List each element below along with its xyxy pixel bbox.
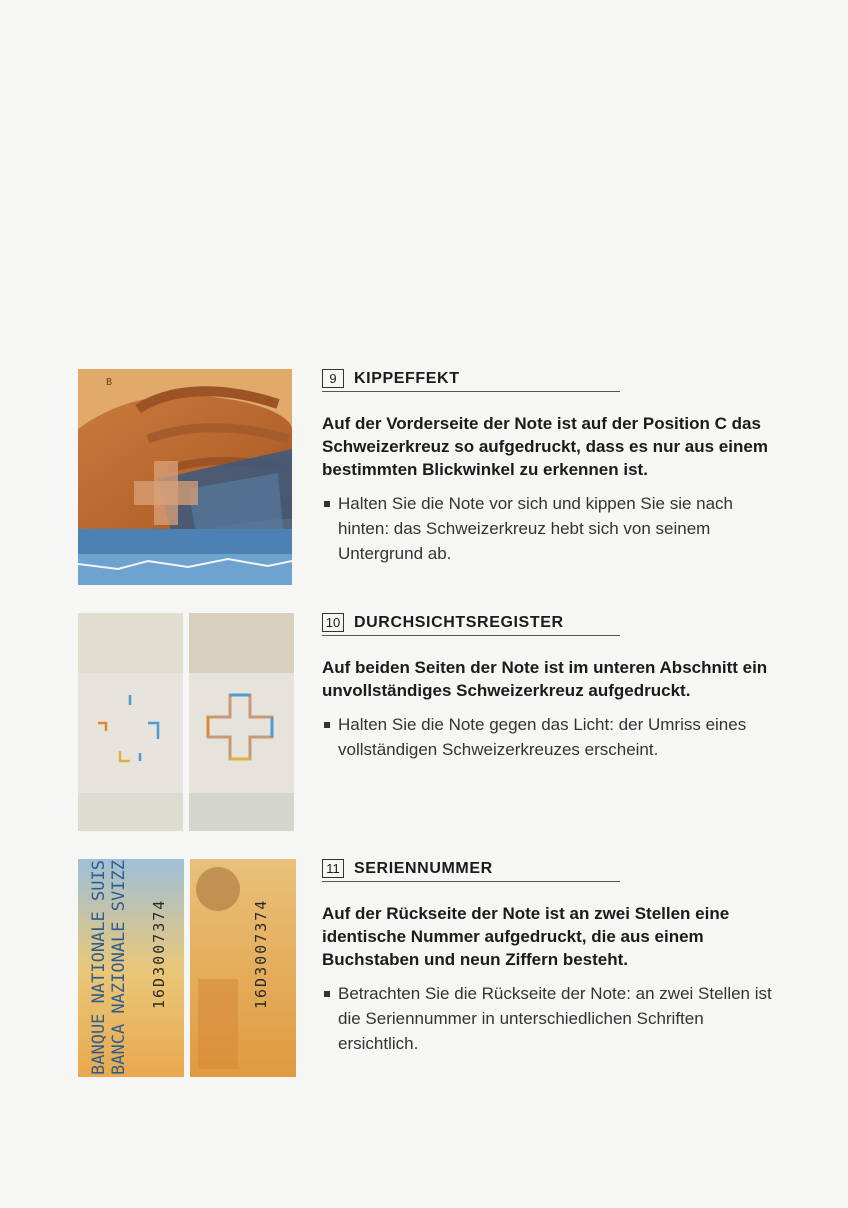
- section-title: SERIENNUMMER: [354, 859, 493, 877]
- bullet-square-icon: [324, 501, 330, 507]
- corner-letter: B: [106, 377, 113, 388]
- durchsichtsregister-photos: [78, 613, 294, 836]
- section-lead: Auf der Rückseite der Note ist an zwei Stellen eine identische Nummer aufgedruckt, die aus einem Buchstaben und neun Ziffern besteht.: [322, 904, 730, 969]
- section-title: KIPPEFFEKT: [354, 369, 460, 387]
- bullet-item: [322, 981, 782, 1056]
- section-number: 10: [322, 613, 344, 632]
- serial-number-left: 16D3007374: [150, 898, 168, 1009]
- section-lead: Auf der Vorderseite der Note ist auf der Position C das Schweizerkreuz so aufgedruckt, dass es nur aus einem bestimmten Blickwinkel zu erkennen ist.: [322, 414, 768, 479]
- bullet-text: Betrachten Sie die Rückseite der Note: an zwei Stellen ist die Seriennummer in unterschiedlichen Schriften ersichtlich.: [338, 984, 772, 1053]
- section-heading: [322, 369, 620, 392]
- section-heading: [322, 859, 620, 882]
- bullet-square-icon: [324, 722, 330, 728]
- kippeffekt-photo: [78, 369, 292, 590]
- section-number: 9: [322, 369, 344, 388]
- section-number: 11: [322, 859, 344, 878]
- section-lead: Auf beiden Seiten der Note ist im unteren Abschnitt ein unvollständiges Schweizerkreuz aufgedruckt.: [322, 658, 768, 700]
- bank-name-line-1: BANQUE NATIONALE SUIS: [89, 860, 109, 1075]
- bullet-text: Halten Sie die Note gegen das Licht: der Umriss eines vollständigen Schweizerkreuzes erscheint.: [338, 715, 747, 759]
- section-title: DURCHSICHTSREGISTER: [354, 613, 564, 631]
- bullet-text: Halten Sie die Note vor sich und kippen Sie sie nach hinten: das Schweizerkreuz hebt sich von seinem Untergrund ab.: [338, 494, 734, 563]
- bleed-through-text: [100, 160, 740, 292]
- section-heading: [322, 613, 620, 636]
- bank-name-line-2: BANCA NAZIONALE SVIZZ: [109, 860, 129, 1075]
- seriennummer-photos: [78, 859, 296, 1082]
- serial-number-right: 16D3007374: [252, 898, 270, 1009]
- bullet-square-icon: [324, 991, 330, 997]
- bullet-item: [322, 712, 782, 762]
- bullet-item: [322, 491, 782, 566]
